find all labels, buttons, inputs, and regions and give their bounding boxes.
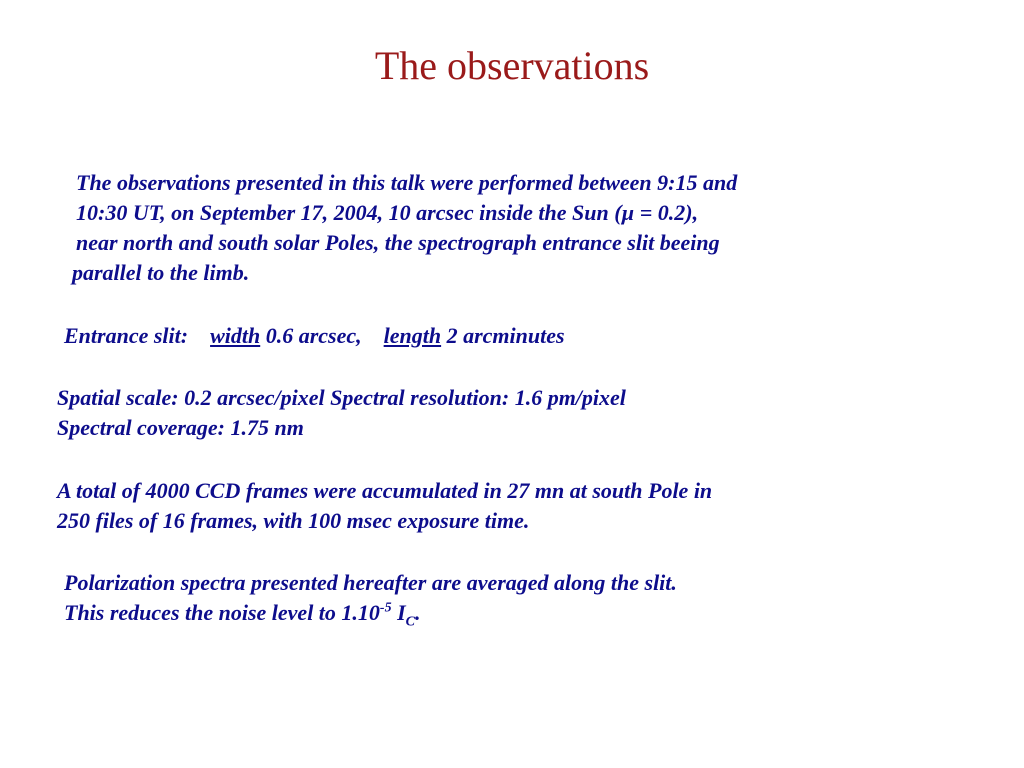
entrance-slit-line [64, 321, 565, 351]
noise-exponent: -5 [379, 600, 392, 616]
frames-paragraph [57, 476, 712, 536]
noise-level-suffix: . [415, 600, 421, 625]
spatial-scale-line: Spatial scale: 0.2 arcsec/pixel Spectral resolution: 1.6 pm/pixel [57, 385, 626, 410]
paragraph-line: 10:30 UT, on September 17, 2004, 10 arcsec inside the Sun (µ = 0.2), [76, 200, 699, 225]
paragraph-line: near north and south solar Poles, the spectrograph entrance slit beeing [76, 230, 720, 255]
scales-paragraph [57, 383, 626, 443]
length-label: length [383, 323, 442, 348]
frames-line: 250 files of 16 frames, with 100 msec exposure time. [57, 508, 530, 533]
noise-level-prefix: This reduces the noise level to 1.10 [64, 600, 380, 625]
frames-line: A total of 4000 CCD frames were accumulated in 27 mn at south Pole in [57, 478, 713, 503]
paragraph-line: The observations presented in this talk were performed between 9:15 and [76, 170, 738, 195]
observations-paragraph [72, 168, 737, 288]
length-value: 2 arcminutes [446, 323, 565, 348]
spectral-coverage-line: Spectral coverage: 1.75 nm [57, 415, 304, 440]
polarization-line: Polarization spectra presented hereafter are averaged along the slit. [64, 570, 677, 595]
width-label: width [210, 323, 261, 348]
intensity-symbol: I [397, 600, 406, 625]
slide-title: The observations [374, 43, 650, 88]
width-value: 0.6 arcsec, [265, 323, 362, 348]
polarization-paragraph [64, 568, 677, 628]
paragraph-line: parallel to the limb. [72, 260, 250, 285]
entrance-slit-prefix: Entrance slit: [64, 323, 189, 348]
intensity-subscript: C [405, 614, 415, 630]
noise-level-line [64, 598, 677, 628]
